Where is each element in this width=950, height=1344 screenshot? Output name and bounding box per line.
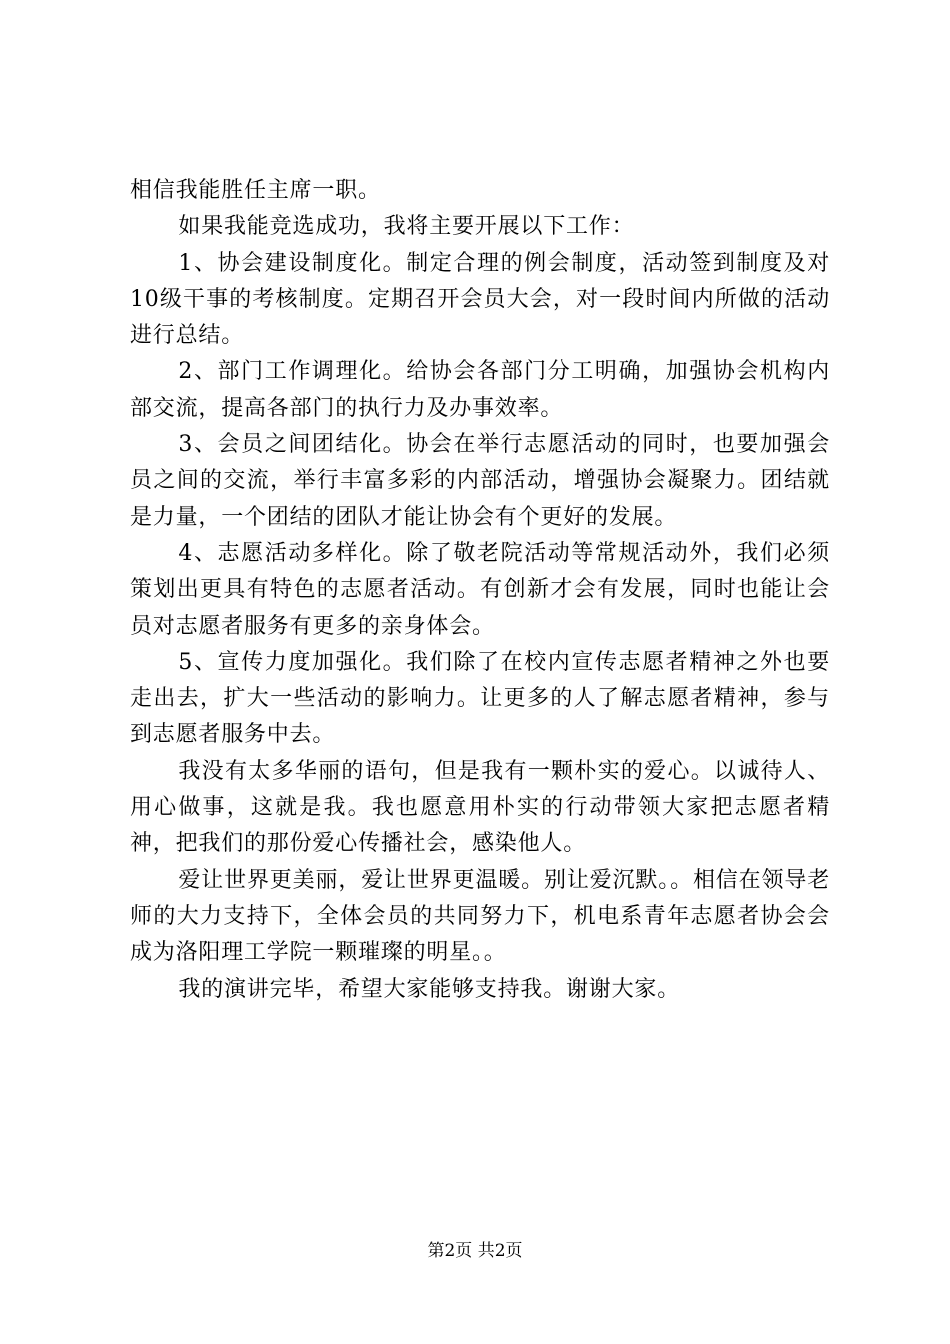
document-body — [130, 173, 830, 1008]
page-footer: 第2页 共2页 — [427, 1241, 523, 1261]
paragraph-personal: 我没有太多华丽的语句，但是我有一颗朴实的爱心。以诚待人、用心做事，这就是我。我也愿意用朴实的行动带领大家把志愿者精神，把我们的那份爱心传播社会，感染他人。 — [130, 758, 830, 857]
paragraph-continuation: 相信我能胜任主席一职。 — [130, 178, 381, 203]
paragraph-item-1: 1、协会建设制度化。制定合理的例会制度，活动签到制度及对10级干事的考核制度。定期召开会员大会，对一段时间内所做的活动进行总结。 — [130, 250, 830, 349]
paragraph-item-4: 4、志愿活动多样化。除了敬老院活动等常规活动外，我们必须策划出更具有特色的志愿者活动。有创新才会有发展，同时也能让会员对志愿者服务有更多的亲身体会。 — [130, 540, 830, 639]
paragraph-vision: 爱让世界更美丽，爱让世界更温暖。别让爱沉默。。相信在领导老师的大力支持下，全体会员的共同努力下，机电系青年志愿者协会会成为洛阳理工学院一颗璀璨的明星。。 — [130, 867, 830, 966]
paragraph-intro: 如果我能竞选成功，我将主要开展以下工作： — [178, 214, 635, 240]
paragraph-closing: 我的演讲完毕，希望大家能够支持我。谢谢大家。 — [178, 976, 680, 1002]
paragraph-item-5: 5、宣传力度加强化。我们除了在校内宣传志愿者精神之外也要走出去，扩大一些活动的影响力。让更多的人了解志愿者精神，参与到志愿者服务中去。 — [130, 649, 830, 748]
paragraph-item-2: 2、部门工作调理化。给协会各部门分工明确，加强协会机构内部交流，提高各部门的执行力及办事效率。 — [130, 359, 830, 421]
paragraph-item-3: 3、会员之间团结化。协会在举行志愿活动的同时，也要加强会员之间的交流，举行丰富多彩的内部活动，增强协会凝聚力。团结就是力量，一个团结的团队才能让协会有个更好的发展。 — [130, 432, 830, 530]
